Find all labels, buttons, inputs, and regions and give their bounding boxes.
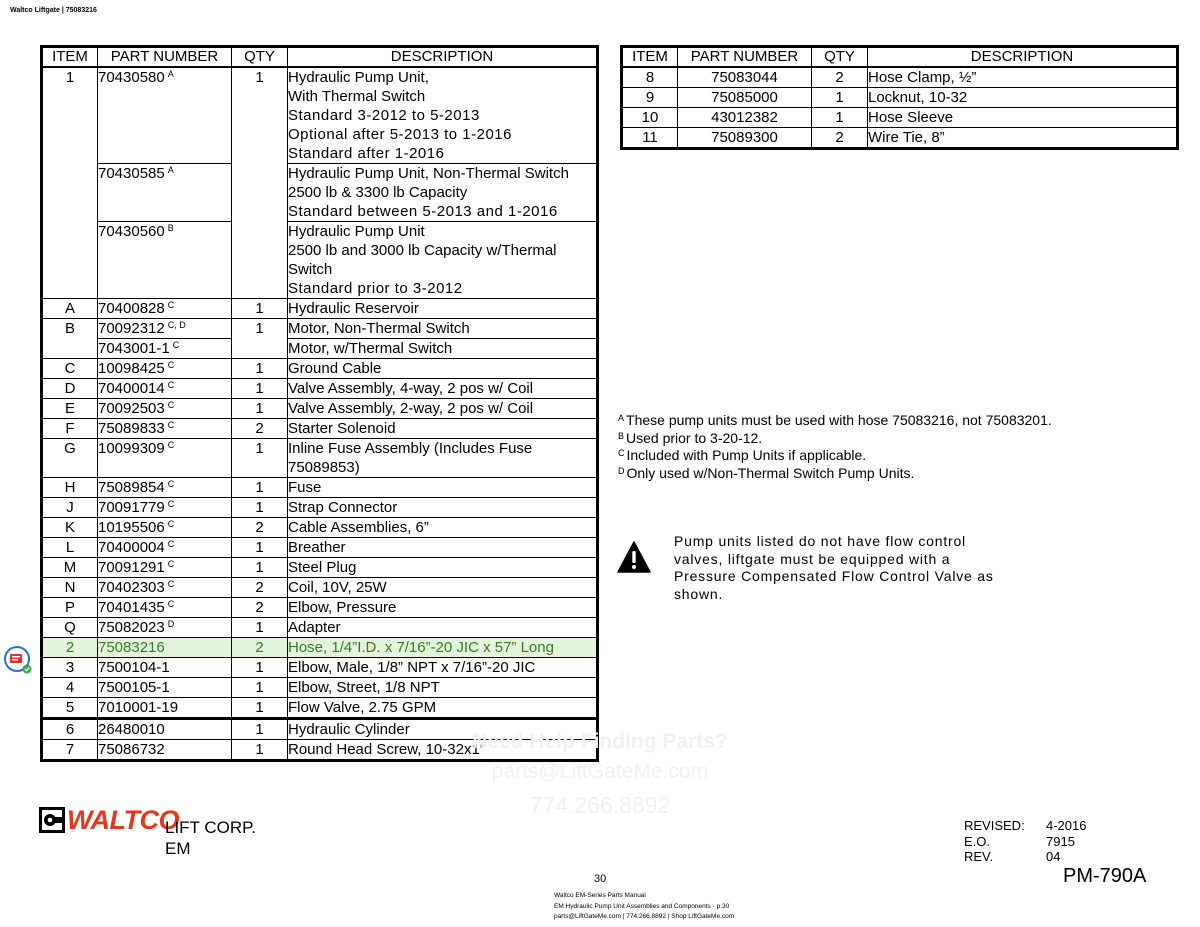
company-name: LIFT CORP. xyxy=(165,818,257,837)
table-row xyxy=(42,577,598,597)
description-cell: Ground Cable xyxy=(288,358,598,378)
footnote: $^D$ Only used w/Non-Thermal Switch Pump Units. xyxy=(618,464,915,481)
item-cell: F xyxy=(42,418,98,438)
qty-cell: 1 xyxy=(232,677,288,697)
table-row xyxy=(622,67,1178,88)
part-number-cell: 10098425 $^C$ xyxy=(98,358,232,378)
description-cell: Steel Plug xyxy=(288,557,598,577)
table-row-highlighted[interactable] xyxy=(42,637,598,657)
table-row xyxy=(42,67,598,164)
table-row xyxy=(42,517,598,537)
part-number-cell: 7500104-1 xyxy=(98,657,232,677)
qty-cell: 1 xyxy=(232,557,288,577)
table-row xyxy=(42,221,598,298)
parts-lookup-icon[interactable] xyxy=(4,646,32,674)
item-cell: 3 xyxy=(42,657,98,677)
qty-cell: 1 xyxy=(232,718,288,739)
item-cell: G xyxy=(42,438,98,477)
table-row xyxy=(42,438,598,477)
table-row xyxy=(42,477,598,497)
qty-cell: 2 xyxy=(232,418,288,438)
qty-cell: 1 xyxy=(232,537,288,557)
qty-cell: 1 xyxy=(812,87,868,107)
part-number-cell: 70430580 $^A$ xyxy=(98,67,232,164)
item-cell: 7 xyxy=(42,739,98,760)
description-cell: Hose, 1/4”I.D. x 7/16”-20 JIC x 57” Long xyxy=(288,637,598,657)
description-cell: Strap Connector xyxy=(288,497,598,517)
part-number-cell: 70430560 $^B$ xyxy=(98,221,232,298)
item-cell: 6 xyxy=(42,718,98,739)
description-cell: Hose Clamp, ½” xyxy=(868,67,1178,88)
item-cell: A xyxy=(42,298,98,318)
col-part-number: PART NUMBER xyxy=(98,47,232,67)
part-number-cell: 75083044 xyxy=(678,67,812,88)
col-description: DESCRIPTION xyxy=(868,47,1178,67)
table-header-row xyxy=(622,47,1178,67)
table-row xyxy=(42,163,598,221)
description-cell: Elbow, Street, 1/8 NPT xyxy=(288,677,598,697)
part-number-cell: 75085000 xyxy=(678,87,812,107)
description-cell: Flow Valve, 2.75 GPM xyxy=(288,697,598,718)
part-number-cell: 75089833 $^C$ xyxy=(98,418,232,438)
description-cell: Hydraulic Reservoir xyxy=(288,298,598,318)
part-number-cell: 10099309 $^C$ xyxy=(98,438,232,477)
page-footer: Waltco EM-Series Parts Manual EM Hydraulic Pump Unit Assemblies and Components · p.30 parts@LiftGateMe.com | 774.266.8892 | Shop LiftGateMe.com xyxy=(554,892,735,920)
table-row xyxy=(42,378,598,398)
page-number: 30 xyxy=(594,873,607,885)
col-item: ITEM xyxy=(42,47,98,67)
part-number-cell: 75086732 xyxy=(98,739,232,760)
part-number-cell: 7500105-1 xyxy=(98,677,232,697)
part-number-cell: 7043001-1 $^C$ xyxy=(98,338,232,358)
description-cell: Wire Tie, 8” xyxy=(868,127,1178,148)
description-cell: Motor, Non-Thermal Switch xyxy=(288,318,598,338)
qty-cell: 1 xyxy=(232,378,288,398)
table-row xyxy=(622,107,1178,127)
description-cell: Valve Assembly, 2-way, 2 pos w/ Coil xyxy=(288,398,598,418)
part-number-cell: 70091779 $^C$ xyxy=(98,497,232,517)
part-number-cell: 70402303 $^C$ xyxy=(98,577,232,597)
part-number-cell: 75089854 $^C$ xyxy=(98,477,232,497)
description-cell: Cable Assemblies, 6” xyxy=(288,517,598,537)
part-number-cell: 75082023 $^D$ xyxy=(98,617,232,637)
description-cell: Round Head Screw, 10-32x1” xyxy=(288,739,598,760)
description-cell: Elbow, Male, 1/8” NPT x 7/16”-20 JIC xyxy=(288,657,598,677)
qty-cell: 1 xyxy=(232,358,288,378)
table-row xyxy=(42,358,598,378)
waltco-logo-icon xyxy=(39,807,65,833)
parts-table-left xyxy=(40,45,599,762)
item-cell: E xyxy=(42,398,98,418)
item-cell: P xyxy=(42,597,98,617)
table-row xyxy=(42,557,598,577)
part-number-cell: 26480010 xyxy=(98,718,232,739)
item-cell: 5 xyxy=(42,697,98,718)
item-cell: H xyxy=(42,477,98,497)
qty-cell: 1 xyxy=(232,497,288,517)
warning-message: Pump units listed do not have flow control valves, liftgate must be equipped with a Pressure Compensated Flow Control Valve as shown. xyxy=(674,533,994,602)
footnote: $^C$ Included with Pump Units if applicable. xyxy=(618,447,867,463)
qty-cell: 1 xyxy=(232,617,288,637)
qty-cell: 2 xyxy=(232,637,288,657)
watermark: Need Help Finding Parts? parts@LiftGateMe.com 774.266.8892 xyxy=(472,730,728,818)
qty-cell: 2 xyxy=(812,127,868,148)
item-cell: N xyxy=(42,577,98,597)
item-cell: J xyxy=(42,497,98,517)
qty-cell: 2 xyxy=(812,67,868,88)
document-id: PM-790A xyxy=(1063,865,1147,887)
table-header-row xyxy=(42,47,598,67)
qty-cell: 1 xyxy=(232,657,288,677)
description-cell: Fuse xyxy=(288,477,598,497)
part-number-cell: 70400828 $^C$ xyxy=(98,298,232,318)
part-number-cell: 70092503 $^C$ xyxy=(98,398,232,418)
qty-cell: 2 xyxy=(232,517,288,537)
qty-cell: 1 xyxy=(232,398,288,418)
part-number-cell: 70091291 $^C$ xyxy=(98,557,232,577)
table-row xyxy=(42,537,598,557)
qty-cell: 1 xyxy=(232,739,288,760)
part-number-cell: 10195506 $^C$ xyxy=(98,517,232,537)
part-number-cell: 70400004 $^C$ xyxy=(98,537,232,557)
description-cell: Valve Assembly, 4-way, 2 pos w/ Coil xyxy=(288,378,598,398)
table-row xyxy=(42,318,598,338)
item-cell: B xyxy=(42,318,98,358)
table-row xyxy=(42,398,598,418)
item-cell: 4 xyxy=(42,677,98,697)
description-cell: Hose Sleeve xyxy=(868,107,1178,127)
qty-cell: 1 xyxy=(232,298,288,318)
table-row xyxy=(42,657,598,677)
item-cell: D xyxy=(42,378,98,398)
footnote: $^B$ Used prior to 3-20-12. xyxy=(618,429,763,446)
model-name: EM xyxy=(165,839,191,858)
table-row xyxy=(42,418,598,438)
part-number-cell: 70401435 $^C$ xyxy=(98,597,232,617)
part-number-cell: 75083216 xyxy=(98,637,232,657)
table-row xyxy=(42,497,598,517)
description-cell: Motor, w/Thermal Switch xyxy=(288,338,598,358)
col-qty: QTY xyxy=(232,47,288,67)
description-cell: Starter Solenoid xyxy=(288,418,598,438)
part-number-cell: 70400014 $^C$ xyxy=(98,378,232,398)
col-qty: QTY xyxy=(812,47,868,67)
description-cell: Hydraulic Pump Unit, With Thermal Switch Standard 3-2012 to 5-2013 Optional after 5-2013 to 1-2016 Standard after 1-2016 xyxy=(288,67,598,164)
parts-table-right xyxy=(620,45,1179,150)
qty-cell: 1 xyxy=(812,107,868,127)
warning-triangle-icon xyxy=(617,540,651,574)
description-cell: Hydraulic Cylinder xyxy=(288,718,598,739)
item-cell: 9 xyxy=(622,87,678,107)
description-cell: Elbow, Pressure xyxy=(288,597,598,617)
qty-cell: 2 xyxy=(232,577,288,597)
item-cell: M xyxy=(42,557,98,577)
table-row xyxy=(42,697,598,718)
qty-cell: 2 xyxy=(232,597,288,617)
footnotes xyxy=(618,412,1052,482)
waltco-logo: WALTCO xyxy=(39,807,179,833)
footnote: $^A$ These pump units must be used with hose 75083216, not 75083201. xyxy=(618,412,1052,428)
qty-cell: 1 xyxy=(232,318,288,358)
table-row xyxy=(42,597,598,617)
part-number-cell: 70092312 $^{C, D}$ xyxy=(98,318,232,338)
table-row xyxy=(622,127,1178,148)
qty-cell: 1 xyxy=(232,477,288,497)
description-cell: Coil, 10V, 25W xyxy=(288,577,598,597)
item-cell: K xyxy=(42,517,98,537)
item-cell: 1 xyxy=(42,67,98,299)
part-number-cell: 70430585 $^A$ xyxy=(98,163,232,221)
col-part-number: PART NUMBER xyxy=(678,47,812,67)
table-row xyxy=(42,298,598,318)
document-header-label: Waltco Liftgate | 75083216 xyxy=(10,7,97,14)
item-cell: 2 xyxy=(42,637,98,657)
qty-cell: 1 xyxy=(232,438,288,477)
qty-cell: 1 xyxy=(232,67,288,299)
item-cell: C xyxy=(42,358,98,378)
item-cell: 8 xyxy=(622,67,678,88)
col-description: DESCRIPTION xyxy=(288,47,598,67)
part-number-cell: 7010001-19 xyxy=(98,697,232,718)
description-cell: Breather xyxy=(288,537,598,557)
table-row xyxy=(42,617,598,637)
qty-cell: 1 xyxy=(232,697,288,718)
table-row xyxy=(42,338,598,358)
description-cell: Locknut, 10-32 xyxy=(868,87,1178,107)
item-cell: L xyxy=(42,537,98,557)
table-row xyxy=(622,87,1178,107)
col-item: ITEM xyxy=(622,47,678,67)
description-cell: Inline Fuse Assembly (Includes Fuse 75089853) xyxy=(288,438,598,477)
revision-block: REVISED: 4-2016 E.O. 7915 REV. 04 xyxy=(964,818,1087,864)
item-cell: 11 xyxy=(622,127,678,148)
description-cell: Hydraulic Pump Unit 2500 lb and 3000 lb Capacity w/Thermal Switch Standard prior to 3-2012 xyxy=(288,221,598,298)
table-row xyxy=(42,677,598,697)
item-cell: 10 xyxy=(622,107,678,127)
description-cell: Hydraulic Pump Unit, Non-Thermal Switch 2500 lb & 3300 lb Capacity Standard between 5-2013 and 1-2016 xyxy=(288,163,598,221)
part-number-cell: 43012382 xyxy=(678,107,812,127)
description-cell: Adapter xyxy=(288,617,598,637)
item-cell: Q xyxy=(42,617,98,637)
part-number-cell: 75089300 xyxy=(678,127,812,148)
